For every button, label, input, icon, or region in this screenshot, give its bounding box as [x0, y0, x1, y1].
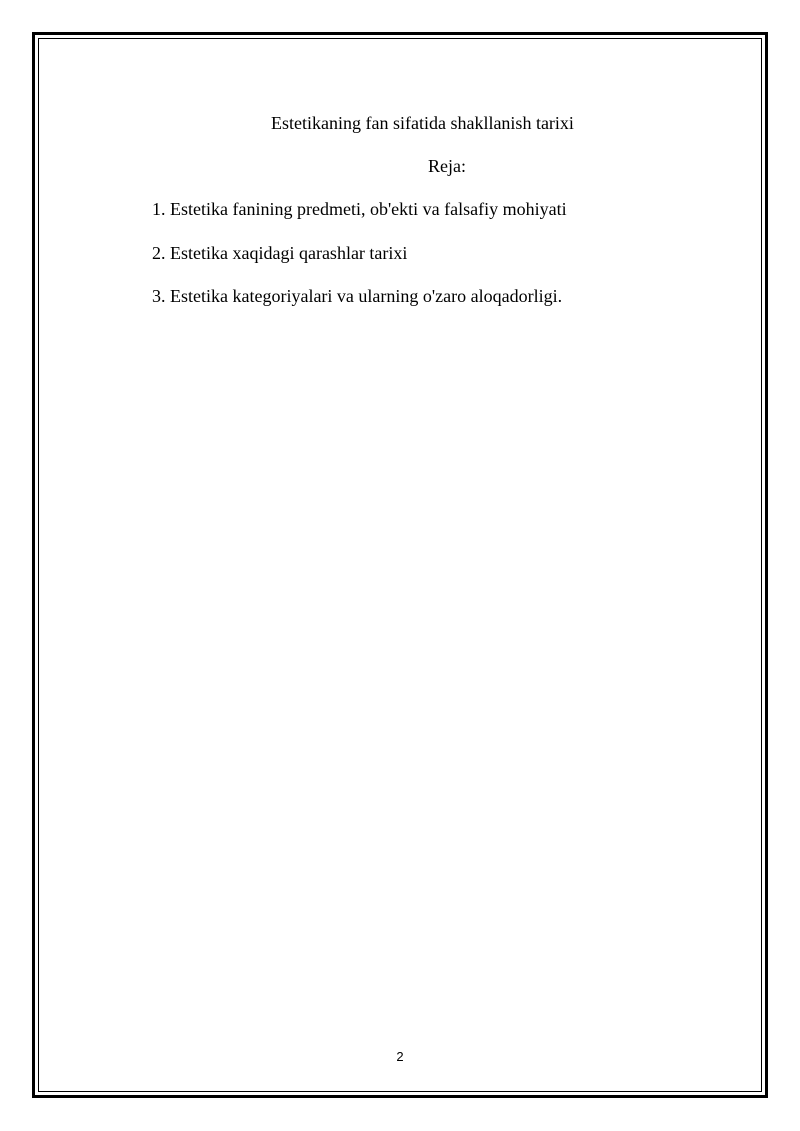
plan-item-1: 1. Estetika fanining predmeti, ob'ekti va falsafiy mohiyati — [152, 199, 567, 219]
page-border-inner — [38, 38, 762, 1092]
plan-item-3: 3. Estetika kategoriyalari va ularning o'zaro aloqadorligi. — [152, 286, 563, 306]
plan-item-2: 2. Estetika xaqidagi qarashlar tarixi — [152, 242, 408, 263]
plan-list — [152, 198, 567, 329]
page-number: 2 — [396, 1049, 404, 1064]
document-title: Estetikaning fan sifatida shakllanish tarixi — [271, 113, 574, 133]
plan-heading: Reja: — [428, 156, 466, 176]
